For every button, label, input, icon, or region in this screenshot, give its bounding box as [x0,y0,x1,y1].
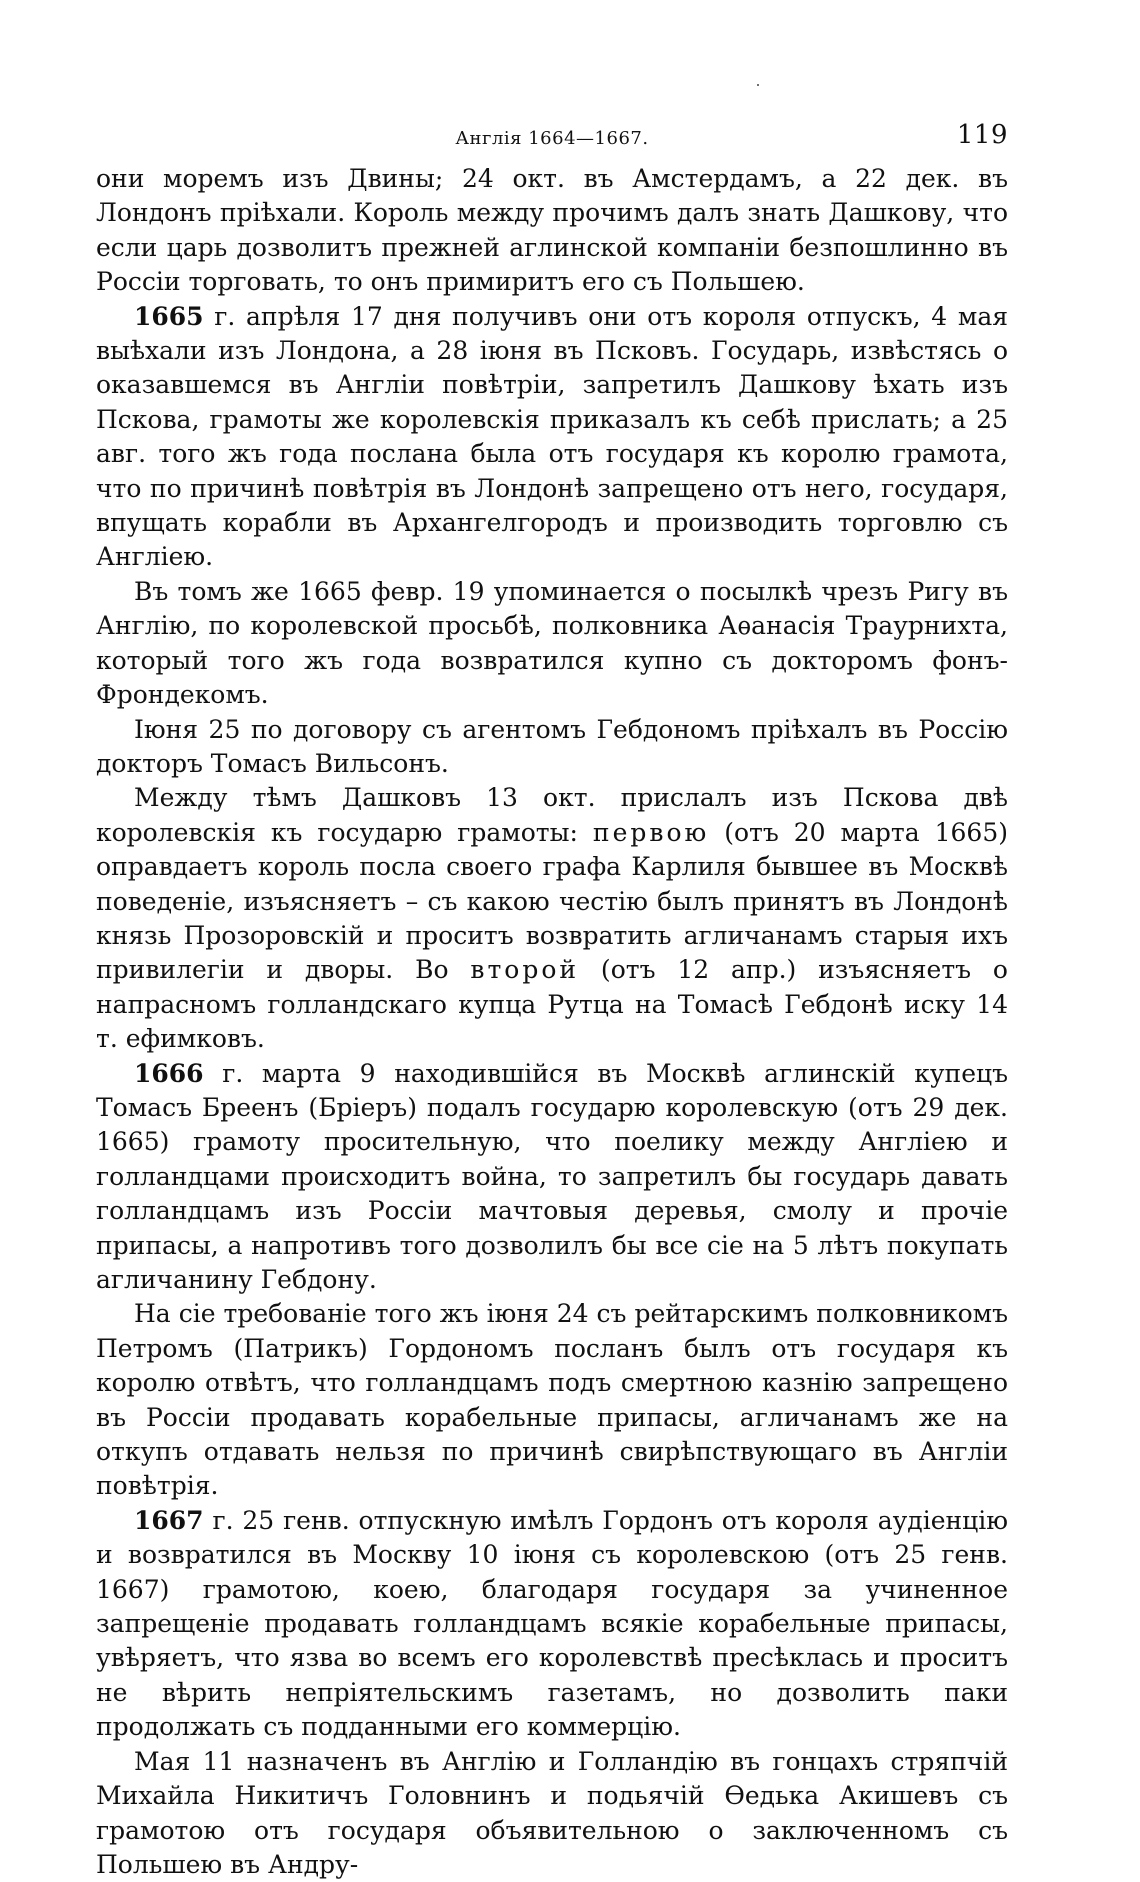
emphasis-first: первою [592,817,710,847]
paragraph-text: г. марта 9 находившійся въ Москвѣ аглинскій купецъ Томасъ Бреенъ (Бріеръ) подалъ государю королевскую (отъ 29 дек. 1665) грамоту просительную, что поелику между Англіею и голландцами происходитъ война, то запретилъ бы государь давать голландцамъ изъ Россіи мачтовыя деревья, смолу и прочіе припасы, а напротивъ того дозволилъ бы все сіе на 5 лѣтъ покупать агличанину Гебдону. [96,1058,1008,1294]
paragraph [96,1745,1008,1882]
page-header [96,120,1008,162]
paragraph [96,162,1008,300]
book-page [96,120,1008,1882]
paragraph [96,300,1008,575]
paragraph-text: (отъ 12 апр.) изъясняетъ о напрасномъ голландскаго купца Рутца на Томасѣ Гебдонѣ иску 14 т. ефимковъ. [96,955,1008,1054]
paragraph-text: г. апрѣля 17 дня получивъ они отъ короля отпускъ, 4 мая выѣхали изъ Лондона, а 28 іюня въ Псковъ. Государь, извѣстясь о оказавшемся въ Англіи повѣтріи, запретилъ Дашкову ѣхать изъ Пскова, грамоты же королевскія приказалъ къ себѣ прислать; а 25 авг. того жъ года послана была отъ государя къ королю грамота, что по причинѣ повѣтрія въ Лондонѣ запрещено отъ него, государя, впущать корабли въ Архангелгородъ и производить торговлю съ Англіею. [96,301,1008,572]
paragraph [96,1057,1008,1298]
paragraph-text: Въ томъ же 1665 февр. 19 упоминается о посылкѣ чрезъ Ригу въ Англію, по королевской просьбѣ, полковника Аѳанасія Траурнихта, который того жъ года возвратился купно съ докторомъ фонъ-Фрондекомъ. [96,576,1008,710]
paragraph-text: На сіе требованіе того жъ іюня 24 съ рейтарскимъ полковникомъ Петромъ (Патрикъ) Гордономъ посланъ былъ отъ государя къ королю отвѣтъ, что голландцамъ подъ смертною казнію запрещено въ Россіи продавать корабельные припасы, агличанамъ же на откупъ отдавать нельзя по причинѣ свирѣпствующаго въ Англіи повѣтрія. [96,1299,1008,1501]
paragraph [96,781,1008,1056]
paragraph [96,1297,1008,1503]
page-number: 119 [956,120,1008,150]
paragraph-text: они моремъ изъ Двины; 24 окт. въ Амстердамъ, а 22 дек. въ Лондонъ пріѣхали. Король между прочимъ далъ знать Дашкову, что если царь дозволитъ прежней аглинской компаніи безпошлинно въ Россіи торговать, то онъ примиритъ его съ Польшею. [96,164,1008,297]
paragraph [96,575,1008,713]
paragraph-text: (отъ 20 марта 1665) оправдаетъ король посла своего графа Карлиля бывшее въ Москвѣ поведеніе, изъясняетъ – съ какою честію былъ принятъ въ Лондонѣ князь Прозоровскій и проситъ возвратить агличанамъ старыя ихъ привилегіи и дворы. Во [96,817,1008,985]
year-1666: 1666 [134,1058,204,1088]
print-speck [757,84,759,86]
body-text [96,162,1008,1882]
year-1665: 1665 [134,301,204,331]
running-title: Англія 1664—1667. [455,128,649,149]
paragraph-text: Мая 11 назначенъ въ Англію и Голландію въ гонцахъ стряпчій Михайла Никитичъ Головнинъ и подьячій Ѳедька Акишевъ съ грамотою отъ государя объявительною о заключенномъ съ Польшею въ Андру- [96,1746,1008,1879]
year-1667: 1667 [134,1505,204,1535]
paragraph-text: г. 25 генв. отпускную имѣлъ Гордонъ отъ короля аудіенцію и возвратился въ Москву 10 іюня съ королевскою (отъ 25 генв. 1667) грамотою, коею, благодаря государя за учиненное запрещеніе продавать голландцамъ всякіе корабельные припасы, увѣряетъ, что язва во всемъ его королевствѣ пресѣклась и проситъ не вѣрить непріятельскимъ газетамъ, но дозволить паки продолжать съ подданными его коммерцію. [96,1505,1008,1742]
emphasis-second: второй [470,955,580,985]
paragraph-text: Между тѣмъ Дашковъ 13 окт. прислалъ изъ Пскова двѣ королевскія къ государю грамоты: [96,783,1008,847]
paragraph [96,713,1008,782]
paragraph-text: Іюня 25 по договору съ агентомъ Гебдономъ пріѣхалъ въ Россію докторъ Томасъ Вильсонъ. [96,714,1008,778]
paragraph [96,1504,1008,1745]
